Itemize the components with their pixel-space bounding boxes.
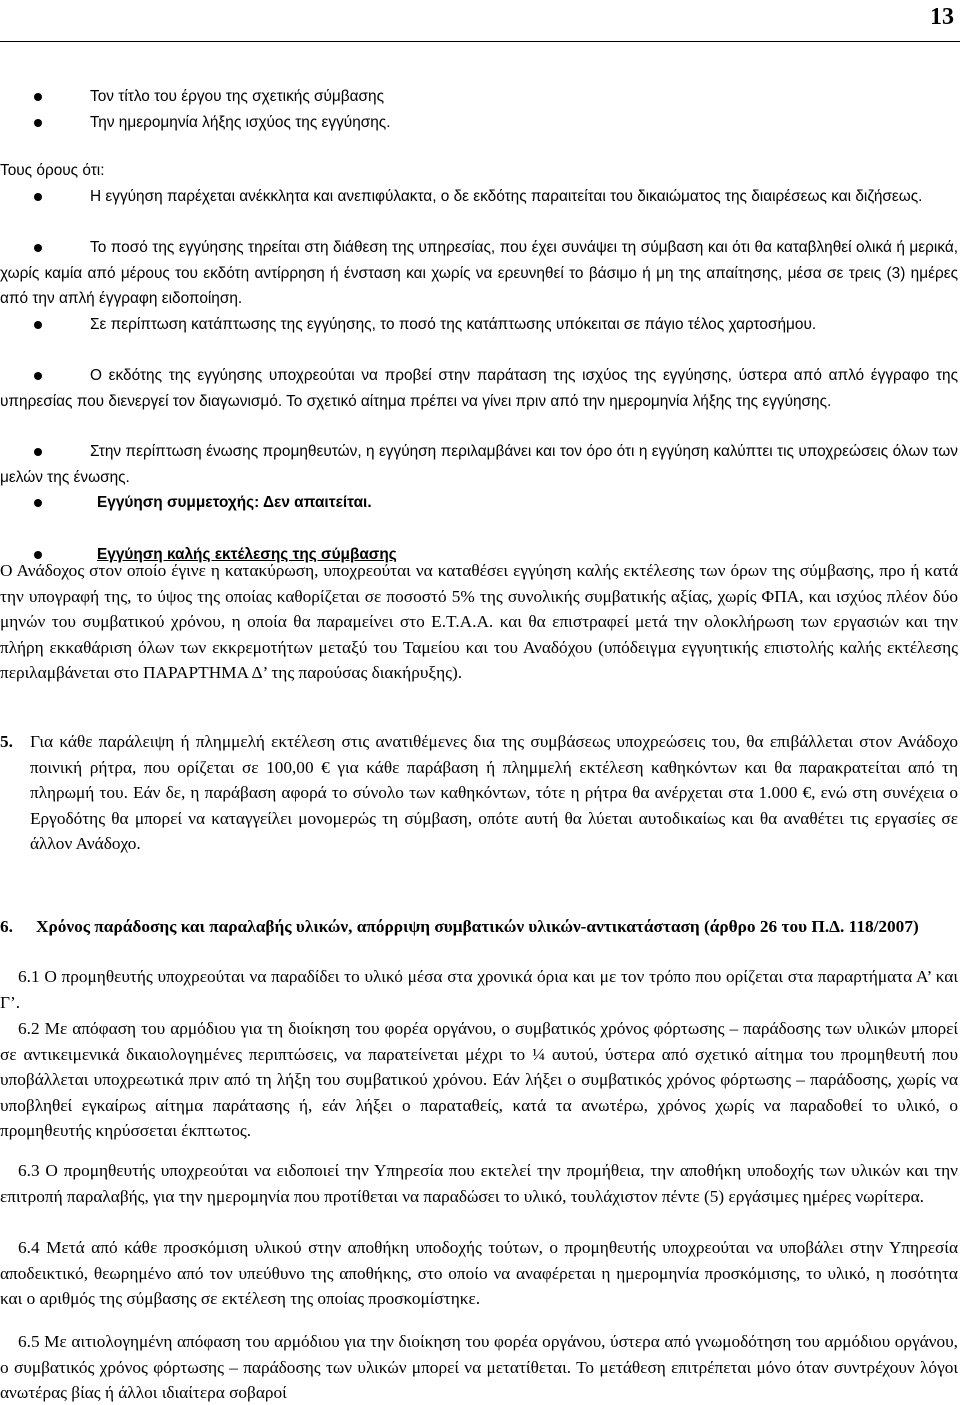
bullet-expiry-date: Την ημερομηνία λήξης ισχύος της εγγύησης. — [90, 114, 391, 131]
page-number: 13 — [930, 4, 954, 30]
terms-heading: Τους όρους ότι: — [0, 162, 105, 179]
section-5-number: 5. — [0, 732, 13, 751]
header-rule — [0, 41, 960, 42]
performance-guarantee-heading: Εγγύηση καλής εκτέλεσης της σύμβασης — [97, 546, 397, 563]
term-extension: Ο εκδότης της εγγύησης υποχρεούται να προβεί στην παράταση της ισχύος της εγγύησης, ύστερα από απλό έγγραφο της υπηρεσίας που διενεργεί τον διαγωνισμό. Το σχετικό αίτημα πρέπει να γίνει πριν από την ημερομηνία λήξης της εγγύησης. — [0, 367, 958, 410]
term-stamp-duty: Σε περίπτωση κατάπτωσης της εγγύησης, το ποσό της κατάπτωσης υπόκειται σε πάγιο τέλος χαρτοσήμου. — [90, 316, 817, 333]
section-6-number: 6. — [0, 917, 13, 936]
section-6-3: 6.3 Ο προμηθευτής υποχρεούται να ειδοποιεί την Υπηρεσία που εκτελεί την προμήθεια, την αποθήκη υποδοχής των υλικών και την επιτροπή παραλαβής, για την ημερομηνία που προτίθεται να παραδώσει το υλικό, τουλάχιστον πέντε (5) εργάσιμες ημέρες νωρίτερα. — [0, 1161, 958, 1206]
bullet-icon — [34, 499, 42, 507]
term-amount-available: Το ποσό της εγγύησης τηρείται στη διάθεση της υπηρεσίας, που έχει συνάψει τη σύμβαση και ότι θα καταβληθεί ολικά ή μερικά, χωρίς καμία από μέρους του εκδότη αντίρρηση ή ένσταση και χωρίς να ερευνηθεί το βάσιμο ή μη της απαίτησης, μέσα σε τρεις (3) ημέρες από την απλή έγγραφη ειδοποίηση. — [0, 239, 958, 307]
performance-guarantee-text: Ο Ανάδοχος στον οποίο έγινε η κατακύρωση, υποχρεούται να καταθέσει εγγύηση καλής εκτέλεσης των όρων της σύμβασης, προ ή κατά την υπογραφή της, το ύψος της οποίας καθορίζεται σε ποσοστό 5% της συνολικής συμβατικής αξίας, χωρίς ΦΠΑ, και ισχύος πλέον δύο μηνών του συμβατικού χρόνου, η οποία θα παραμείνει στο Ε.Τ.Α.Α. και θα επιστραφεί μετά την ολοκλήρωση των εργασιών και την πλήρη εκκαθάριση όλων των εκκρεμοτήτων μεταξύ του Ταμείου και του Αναδόχου (υπόδειγμα εγγυητικής επιστολής καλής εκτέλεσης περιλαμβάνεται στο ΠΑΡΑΡΤΗΜΑ Δ’ της παρούσας διακήρυξης). — [0, 561, 958, 682]
bullet-project-title: Τον τίτλο του έργου της σχετικής σύμβασης — [90, 88, 385, 105]
section-6-4: 6.4 Μετά από κάθε προσκόμιση υλικού στην αποθήκη υποδοχής τούτων, ο προμηθευτής υποχρεούται να υποβάλει στην Υπηρεσία αποδεικτικό, θεωρημένο από τον υπεύθυνο της αποθήκης, στο οποίο να αναφέρεται η ημερομηνία προσκόμισης, το υλικό, η ποσότητα και ο αριθμός της σύμβασης σε εκτέλεση της οποίας προσκομίστηκε. — [0, 1238, 958, 1308]
section-5-text: Για κάθε παράλειψη ή πλημμελή εκτέλεση στις ανατιθέμενες δια της συμβάσεως υποχρεώσεις του, θα επιβάλλεται στον Ανάδοχο ποινική ρήτρα, που ορίζεται σε 100,00 € για κάθε παράβαση ή πλημμελή εκτέλεση καθηκόντων και θα παρακρατείται από τη πληρωμή του. Εάν δε, η παράβαση αφορά το σύνολο των καθηκόντων, τότε η ρήτρα θα ανέρχεται στα 1.000 €, ενώ στη συνέχεια ο Εργοδότης θα μπορεί να καταγγείλει μονομερώς τη σύμβαση, οπότε αυτή θα λύεται αυτοδικαίως και θα αναθέτει τις εργασίες σε άλλον Ανάδοχο. — [30, 732, 958, 853]
bullet-icon — [34, 93, 42, 101]
term-consortium: Στην περίπτωση ένωσης προμηθευτών, η εγγύηση περιλαμβάνει και τον όρο ότι η εγγύηση καλύπτει τις υποχρεώσεις όλων των μελών της ένωσης. — [0, 443, 958, 486]
bullet-icon — [34, 119, 42, 127]
section-6-1: 6.1 Ο προμηθευτής υποχρεούται να παραδίδει το υλικό μέσα στα χρονικά όρια και με τον τρόπο που ορίζεται στα παραρτήματα Α’ και Γ’. — [0, 967, 958, 1012]
participation-guarantee: Εγγύηση συμμετοχής: Δεν απαιτείται. — [97, 494, 372, 511]
section-6-title: Χρόνος παράδοσης και παραλαβής υλικών, απόρριψη συμβατικών υλικών-αντικατάσταση (άρθρο 26 του Π.Δ. 118/2007) — [36, 917, 919, 936]
section-6-5: 6.5 Με αιτιολογημένη απόφαση του αρμόδιου για την διοίκηση του φορέα οργάνου, ύστερα από γνωμοδότηση του αρμόδιου οργάνου, ο συμβατικός χρόνος φόρτωσης – παράδοσης των υλικών μπορεί να μετατίθεται. Το μετάθεση επιτρέπεται μόνο όταν συντρέχουν λόγοι ανωτέρας βίας ή άλλοι ιδιαίτερα σοβαροί — [0, 1332, 958, 1402]
term-irrevocable: Η εγγύηση παρέχεται ανέκκλητα και ανεπιφύλακτα, ο δε εκδότης παραιτείται του δικαιώματος της διαιρέσεως και διζήσεως. — [90, 188, 923, 205]
section-6-2: 6.2 Με απόφαση του αρμόδιου για τη διοίκηση του φορέα οργάνου, ο συμβατικός χρόνος φόρτωσης – παράδοσης των υλικών μπορεί σε αντικειμενικά δικαιολογημένες περιπτώσεις, να παρατείνεται μέχρι το ¼ αυτού, ύστερα από σχετικό αίτημα του προμηθευτή που υποβάλλεται υποχρεωτικά πριν από τη λήξη του συμβατικού χρόνου. Εάν λήξει ο συμβατικός χρόνος φόρτωσης – παράδοσης, χωρίς να υποβληθεί εγκαίρως αίτημα παράτασης ή, εάν λήξει ο παραταθείς, κατά τα ανωτέρω, χρόνος χωρίς να παραδοθεί το υλικό, ο προμηθευτής κηρύσσεται έκπτωτος. — [0, 1019, 958, 1140]
